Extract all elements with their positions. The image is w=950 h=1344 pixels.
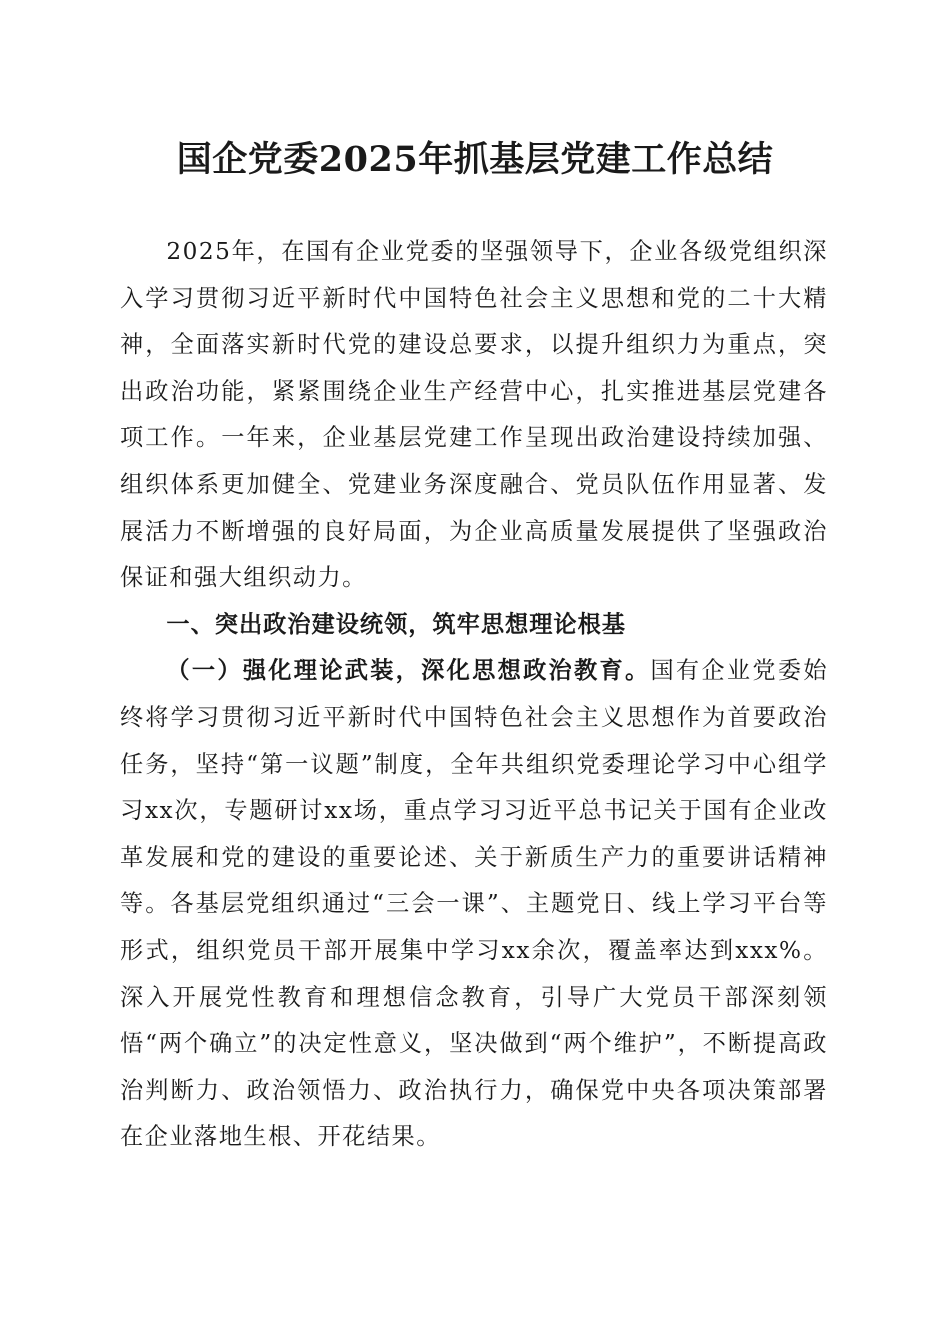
intro-paragraph: 2025年，在国有企业党委的坚强领导下，企业各级党组织深入学习贯彻习近平新时代中国特色社会主义思想和党的二十大精神，全面落实新时代党的建设总要求，以提升组织力为重点，突出政治功能，紧紧围绕企业生产经营中心，扎实推进基层党建各项工作。一年来，企业基层党建工作呈现出政治建设持续加强、组织体系更加健全、党建业务深度融合、党员队伍作用显著、发展活力不断增强的良好局面，为企业高质量发展提供了坚强政治保证和强大组织动力。 xyxy=(120,238,828,592)
subsection-paragraph xyxy=(120,648,828,1161)
subsection-heading: （一）强化理论武装，深化思想政治教育。 xyxy=(166,657,651,685)
subsection-body: 国有企业党委始终将学习贯彻习近平新时代中国特色社会主义思想作为首要政治任务，坚持“第一议题”制度，全年共组织党委理论学习中心组学习xx次，专题研讨xx场，重点学习习近平总书记关于国有企业改革发展和党的建设的重要论述、关于新质生产力的重要讲话精神等。各基层党组织通过“三会一课”、主题党日、线上学习平台等形式，组织党员干部开展集中学习xx余次，覆盖率达到xxx%。深入开展党性教育和理想信念教育，引导广大党员干部深刻领悟“两个确立”的决定性意义，坚决做到“两个维护”，不断提高政治判断力、政治领悟力、政治执行力，确保党中央各项决策部署在企业落地生根、开花结果。 xyxy=(120,657,829,1151)
section-heading: 一、突出政治建设统领，筑牢思想理论根基 xyxy=(166,610,626,638)
document-body xyxy=(120,229,828,1161)
document-title: 国企党委2025年抓基层党建工作总结 xyxy=(176,139,774,180)
